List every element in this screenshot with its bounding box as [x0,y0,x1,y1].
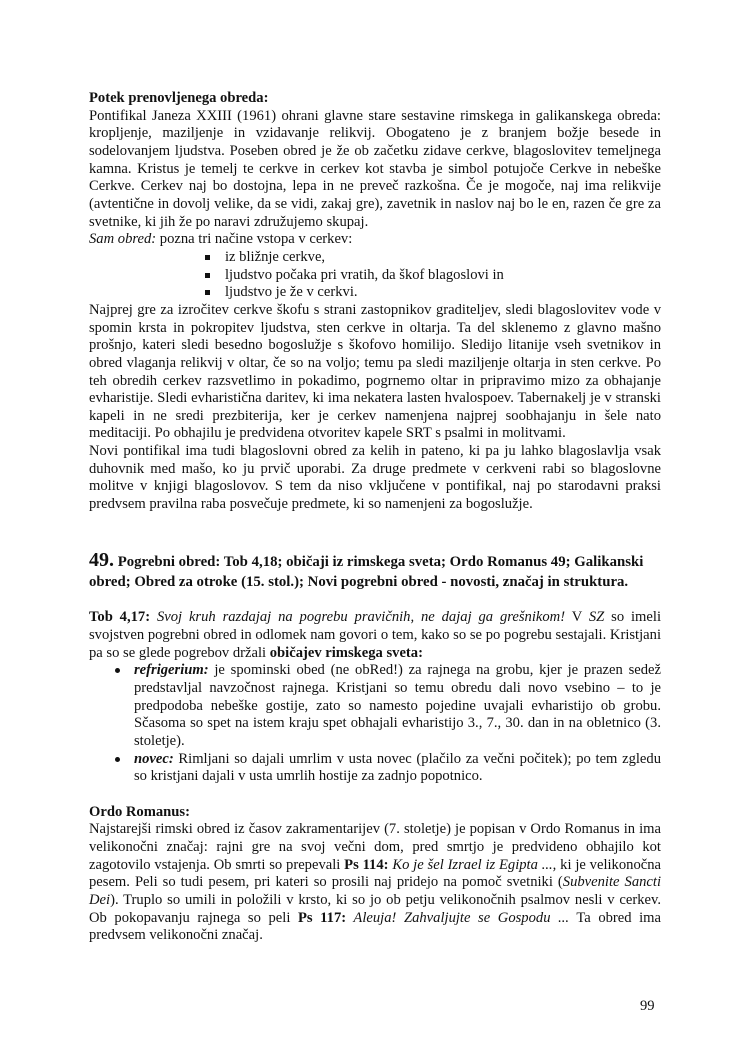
section-title-potek: Potek prenovljenega obreda: [89,90,269,106]
entry-ways-list [89,249,661,302]
list-item: ljudstvo počaka pri vratih, da škof blagoslovi in [205,267,661,285]
document-page [89,90,661,945]
paragraph-tob: Tob 4,17: Svoj kruh razdajaj na pogrebu pravičnih, ne dajaj ga grešnikom! V SZ so imeli svojstven pogrebni obred in odlomek nam govori o tem, kako so se po pogrebu sestajali. Kristjani pa so se glede pogrebov držali običajev rimskega sveta: [89,609,661,661]
section-number: 49. [89,548,114,571]
section-title-ordo: Ordo Romanus: [89,803,190,820]
paragraph-najprej: Najprej gre za izročitev cerkve škofu s strani zastopnikov graditeljev, sledi blagoslovitev vode v spomin krsta in pokropitev ljudstva, sten cerkve in oltarja. Ta del sklenemo z glavno mašno prošnjo, kateri sledi besedno bogoslužje s škofovo homilijo. Sledijo litanije vseh svetnikov in obred vlaganja relikvij v oltar, če so na voljo; temu pa sledi maziljenje oltarja in sten cerkve. Po teh obredih cerkev razsvetlimo in pokadimo, pogrnemo oltar in pripravimo mizo za obhajanje evharistije. Sledi evharistična daritev, ki ima nekatera lasten hvalospoev. Tabernakelj je v stranski kapeli in ne sredi prezbiterija, ker je cerkev namenjena najprej soobhajanju in šele nato meditaciji. Po obhajilu je predvidena otvoritev kapele SRT s psalmi in molitvami. [89,301,661,442]
list-item: ljudstvo je že v cerkvi. [205,284,661,302]
page-number: 99 [640,998,655,1014]
list-item: novec: Rimljani so dajali umrlim v usta novec (plačilo za večni počitek); po tem zgledu so kristjani dajali v usta umrlih hostije za zadnjo popotnico. [115,751,661,786]
paragraph-sam-obred: Sam obred: pozna tri načine vstopa v cerkev: [89,231,353,248]
list-item: iz bližnje cerkve, [205,249,661,267]
section-heading-49: 49. Pogrebni obred: Tob 4,18; običaji iz rimskega sveta; Ordo Romanus 49; Galikanski obred; Obred za otroke (15. stol.); Novi pogrebni obred - novosti, značaj in struktura. [89,548,644,590]
sam-obred-label: Sam obred: [89,231,157,248]
spacer [89,786,661,804]
spacer [89,514,661,550]
list-item: refrigerium: je spominski obed (ne obRed!) za rajnega na grobu, kjer je prazen sedež predstavljal navzočnost rajnega. Kristjani so temu obredu dali novo vsebino – to je predpodoba nebeške gostije, zato so namesto pojedine uvajali evharistijo ob grobu. Sčasoma so spet na istem kraju spet obhajali evharistijo 3., 7., 30. dan in na obletnico (3. stoletje). [115,662,661,750]
spacer [89,592,661,610]
paragraph-pontifikal: Pontifikal Janeza XXIII (1961) ohrani glavne stare sestavine rimskega in galikanskega obreda: kropljenje, maziljenje in vzidavanje relikvij. Obogateno je z branjem božje besede in sodelovanjem ljudstva. Poseben obred je že ob začetku zidave cerkve, blagoslovitev temeljnega kamna. Kristus je temelj te cerkve in cerkev kot stavba je simbol potujoče Cerkve in nebeške Cerkve. Cerkev naj bo dostojna, lepa in ne preveč razkošna. Če je mogoče, naj ima relikvije (avtentične in dovolj velike, da se vidi, zakaj gre), zavetnik in naslov naj bo le en, razen če gre za svetnike, ki jih že po naravi združujemo skupaj. [89,107,661,230]
customs-list [89,662,661,786]
paragraph-ordo: Najstarejši rimski obred iz časov zakramentarijev (7. stoletje) je popisan v Ordo Romanus in ima velikonočni značaj: rajni gre na svoj večni dom, pred smrtjo je predvideno obhajilo kot zagotovilo vstajenja. Ob smrti so prepevali Ps 114: Ko je šel Izrael iz Egipta ..., ki je velikonočna pesem. Peli so tudi pesem, pri kateri so prosili naj pridejo na pomoč svetniki (Subvenite Sancti Dei). Truplo so umili in položili v krsto, ki so jo ob petju velikonočnih psalmov nesli v cerkev. Ob pokopavanju rajnega so peli Ps 117: Aleuja! Zahvaljujte se Gospodu ... Ta obred ima predvsem velikonočni značaj. [89,821,662,944]
paragraph-novi-pontifikal: Novi pontifikal ima tudi blagoslovni obred za kelih in pateno, ki pa ju lahko blagoslavlja vsak duhovnik med mašo, ko ju prvič uporabi. Za druge predmete v cerkveni rabi so blagoslovne molitve v knjigi blagoslovov. S tem da niso vključene v pontifikal, naj po starodavni praksi predvsem pravilna raba posvečuje predmete, ki so namenjeni za bogoslužje. [89,443,661,513]
